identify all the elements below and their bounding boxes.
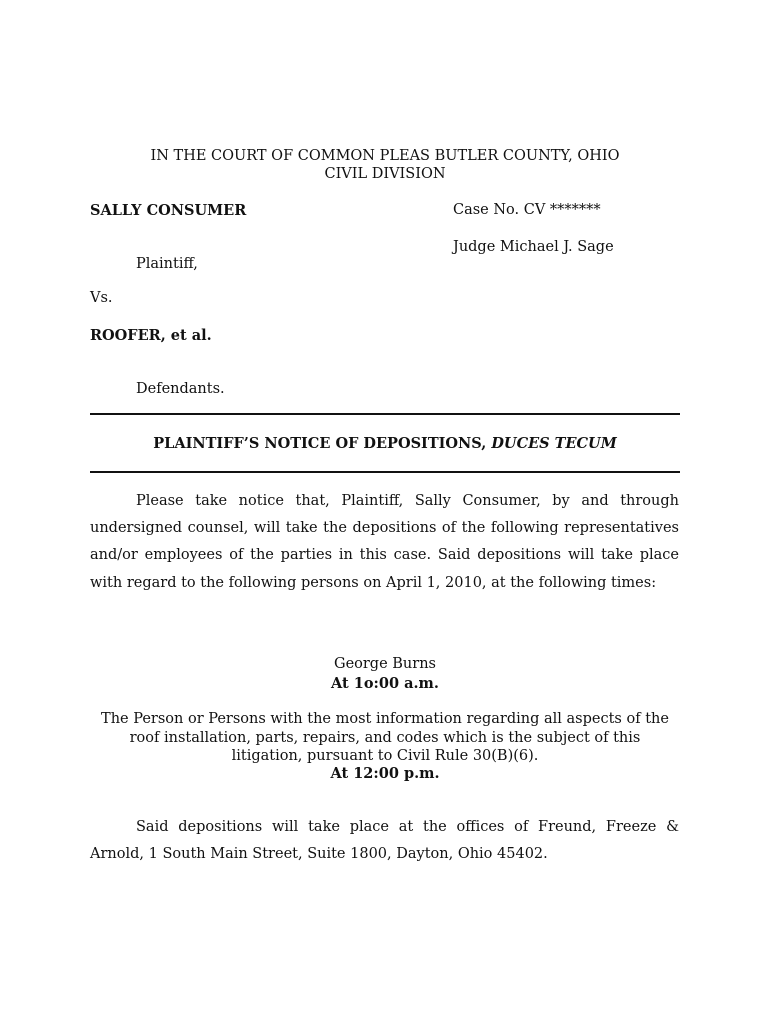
document-title-prefix: PLAINTIFF’S NOTICE OF DEPOSITIONS, xyxy=(153,435,492,452)
closing-paragraph xyxy=(90,814,679,868)
judge-name: Judge Michael J. Sage xyxy=(453,239,614,255)
defendant-name: ROOFER, et al. xyxy=(90,327,212,344)
title-bottom-rule xyxy=(90,471,680,473)
document-title xyxy=(90,435,680,452)
defendant-role: Defendants. xyxy=(136,381,225,397)
intro-text: Please take notice that, Plaintiff, Sally Consumer, by and through undersigned counsel, will take the depositions of the following representatives and/or employees of the parties in this case. Said depositions will take place with regard to the following persons on April 1, 2010, at the following times: xyxy=(90,493,679,591)
document-title-italic: DUCES TECUM xyxy=(491,435,617,452)
deposition-time: At 12:00 p.m. xyxy=(330,765,440,782)
closing-text: Said depositions will take place at the offices of Freund, Freeze & Arnold, 1 South Main Street, Suite 1800, Dayton, Ohio 45402. xyxy=(90,819,679,863)
plaintiff-role: Plaintiff, xyxy=(136,256,198,272)
title-top-rule xyxy=(90,413,680,415)
court-name: IN THE COURT OF COMMON PLEAS BUTLER COUNTY, OHIO xyxy=(150,148,620,164)
versus-label: Vs. xyxy=(90,290,113,306)
deponent-description: The Person or Persons with the most information regarding all aspects of the roof installation, parts, repairs, and codes which is the subject of this litigation, pursuant to Civil Rule 30(B)(6). xyxy=(101,711,669,764)
deponent-name: George Burns xyxy=(333,656,436,672)
court-division: CIVIL DIVISION xyxy=(324,166,446,182)
plaintiff-name: SALLY CONSUMER xyxy=(90,202,247,219)
case-number: Case No. CV ******* xyxy=(453,202,601,218)
intro-paragraph xyxy=(90,488,679,597)
deposition-time: At 1o:00 a.m. xyxy=(331,675,439,692)
